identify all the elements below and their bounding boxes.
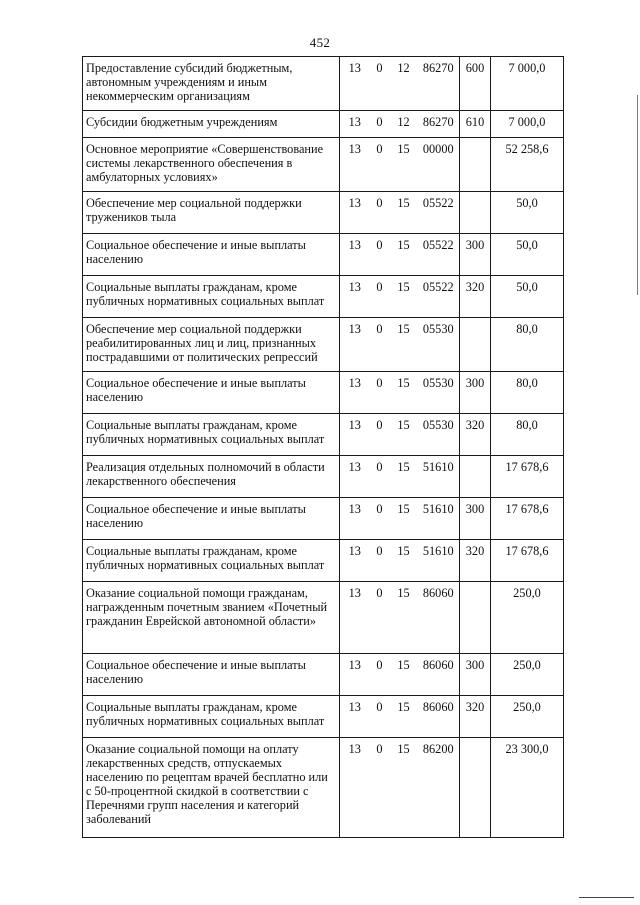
code-program: 13: [340, 498, 370, 540]
expense-type: [460, 318, 491, 372]
code-direction: 05522: [418, 192, 460, 234]
amount: 50,0: [491, 276, 564, 318]
expense-type: 600: [460, 57, 491, 111]
code-subprogram: 0: [370, 111, 390, 138]
code-subprogram: 0: [370, 498, 390, 540]
code-direction: 05530: [418, 318, 460, 372]
table-row: [83, 234, 564, 276]
expense-type: 320: [460, 414, 491, 456]
expense-type: [460, 192, 491, 234]
code-event: 15: [390, 582, 418, 654]
expense-type: [460, 456, 491, 498]
row-name: Обеспечение мер социальной поддержки реабилитированных лиц и лиц, признанных пострадавшими от политических репрессий: [83, 318, 340, 372]
table-row: [83, 57, 564, 111]
expense-type: 300: [460, 498, 491, 540]
code-event: 15: [390, 276, 418, 318]
code-direction: 05522: [418, 234, 460, 276]
row-name: Социальное обеспечение и иные выплаты населению: [83, 654, 340, 696]
row-name: Социальное обеспечение и иные выплаты населению: [83, 372, 340, 414]
row-name: Социальное обеспечение и иные выплаты населению: [83, 234, 340, 276]
code-subprogram: 0: [370, 582, 390, 654]
expense-type: [460, 138, 491, 192]
amount: 7 000,0: [491, 111, 564, 138]
amount: 17 678,6: [491, 540, 564, 582]
code-subprogram: 0: [370, 738, 390, 838]
scan-footer-line: [579, 897, 634, 898]
code-direction: 51610: [418, 498, 460, 540]
amount: 80,0: [491, 318, 564, 372]
code-subprogram: 0: [370, 276, 390, 318]
code-program: 13: [340, 456, 370, 498]
code-event: 15: [390, 498, 418, 540]
expense-type: 300: [460, 372, 491, 414]
code-event: 15: [390, 138, 418, 192]
amount: 250,0: [491, 654, 564, 696]
code-event: 15: [390, 318, 418, 372]
row-name: Оказание социальной помощи гражданам, награжденным почетным званием «Почетный гражданин Еврейской автономной области»: [83, 582, 340, 654]
row-name: Оказание социальной помощи на оплату лекарственных средств, отпускаемых населению по рецептам врачей бесплатно или с 50-процентной скидкой в соответствии с Перечнями групп населения и категорий заболеваний: [83, 738, 340, 838]
code-event: 12: [390, 111, 418, 138]
page-number: 452: [309, 35, 331, 50]
table-row: [83, 582, 564, 654]
code-event: 15: [390, 654, 418, 696]
row-name: Предоставление субсидий бюджетным, автономным учреждениям и иным некоммерческим организациям: [83, 57, 340, 111]
table-row: [83, 372, 564, 414]
amount: 250,0: [491, 696, 564, 738]
code-subprogram: 0: [370, 372, 390, 414]
code-program: 13: [340, 582, 370, 654]
code-event: 15: [390, 372, 418, 414]
table-row: [83, 540, 564, 582]
code-event: 15: [390, 192, 418, 234]
code-subprogram: 0: [370, 138, 390, 192]
table-row: [83, 318, 564, 372]
code-subprogram: 0: [370, 57, 390, 111]
amount: 17 678,6: [491, 498, 564, 540]
code-program: 13: [340, 318, 370, 372]
code-direction: 05530: [418, 372, 460, 414]
code-program: 13: [340, 138, 370, 192]
code-program: 13: [340, 234, 370, 276]
amount: 50,0: [491, 234, 564, 276]
scan-edge-line: [637, 95, 638, 295]
expense-type: 610: [460, 111, 491, 138]
amount: 23 300,0: [491, 738, 564, 838]
code-event: 15: [390, 456, 418, 498]
row-name: Социальные выплаты гражданам, кроме публичных нормативных социальных выплат: [83, 414, 340, 456]
code-program: 13: [340, 738, 370, 838]
code-subprogram: 0: [370, 654, 390, 696]
row-name: Реализация отдельных полномочий в области лекарственного обеспечения: [83, 456, 340, 498]
code-direction: 51610: [418, 540, 460, 582]
table-row: [83, 414, 564, 456]
table-row: [83, 738, 564, 838]
row-name: Социальные выплаты гражданам, кроме публичных нормативных социальных выплат: [83, 696, 340, 738]
table-row: [83, 138, 564, 192]
budget-table: [82, 56, 564, 838]
row-name: Социальное обеспечение и иные выплаты населению: [83, 498, 340, 540]
code-subprogram: 0: [370, 234, 390, 276]
code-event: 15: [390, 234, 418, 276]
row-name: Социальные выплаты гражданам, кроме публичных нормативных социальных выплат: [83, 540, 340, 582]
expense-type: 300: [460, 234, 491, 276]
amount: 80,0: [491, 414, 564, 456]
row-name: Обеспечение мер социальной поддержки тружеников тыла: [83, 192, 340, 234]
code-direction: 86060: [418, 582, 460, 654]
code-program: 13: [340, 192, 370, 234]
code-event: 12: [390, 57, 418, 111]
code-event: 15: [390, 696, 418, 738]
amount: 52 258,6: [491, 138, 564, 192]
table-row: [83, 192, 564, 234]
code-program: 13: [340, 276, 370, 318]
expense-type: 300: [460, 654, 491, 696]
expense-type: [460, 738, 491, 838]
code-direction: 05530: [418, 414, 460, 456]
row-name: Субсидии бюджетным учреждениям: [83, 111, 340, 138]
code-program: 13: [340, 372, 370, 414]
code-direction: 51610: [418, 456, 460, 498]
code-direction: 86270: [418, 57, 460, 111]
code-event: 15: [390, 540, 418, 582]
code-program: 13: [340, 57, 370, 111]
amount: 17 678,6: [491, 456, 564, 498]
table-row: [83, 654, 564, 696]
code-program: 13: [340, 696, 370, 738]
amount: 7 000,0: [491, 57, 564, 111]
code-subprogram: 0: [370, 456, 390, 498]
code-direction: 86270: [418, 111, 460, 138]
code-program: 13: [340, 414, 370, 456]
expense-type: 320: [460, 540, 491, 582]
expense-type: [460, 582, 491, 654]
code-program: 13: [340, 654, 370, 696]
code-subprogram: 0: [370, 414, 390, 456]
table-row: [83, 456, 564, 498]
code-direction: 86060: [418, 696, 460, 738]
code-subprogram: 0: [370, 540, 390, 582]
expense-type: 320: [460, 696, 491, 738]
code-direction: 05522: [418, 276, 460, 318]
amount: 80,0: [491, 372, 564, 414]
code-subprogram: 0: [370, 318, 390, 372]
table-row: [83, 696, 564, 738]
table-row: [83, 276, 564, 318]
code-event: 15: [390, 414, 418, 456]
table-row: [83, 498, 564, 540]
amount: 250,0: [491, 582, 564, 654]
code-event: 15: [390, 738, 418, 838]
code-program: 13: [340, 540, 370, 582]
amount: 50,0: [491, 192, 564, 234]
row-name: Социальные выплаты гражданам, кроме публичных нормативных социальных выплат: [83, 276, 340, 318]
code-program: 13: [340, 111, 370, 138]
code-direction: 00000: [418, 138, 460, 192]
code-direction: 86060: [418, 654, 460, 696]
code-direction: 86200: [418, 738, 460, 838]
row-name: Основное мероприятие «Совершенствование системы лекарственного обеспечения в амбулаторных условиях»: [83, 138, 340, 192]
expense-type: 320: [460, 276, 491, 318]
code-subprogram: 0: [370, 192, 390, 234]
table-row: [83, 111, 564, 138]
code-subprogram: 0: [370, 696, 390, 738]
